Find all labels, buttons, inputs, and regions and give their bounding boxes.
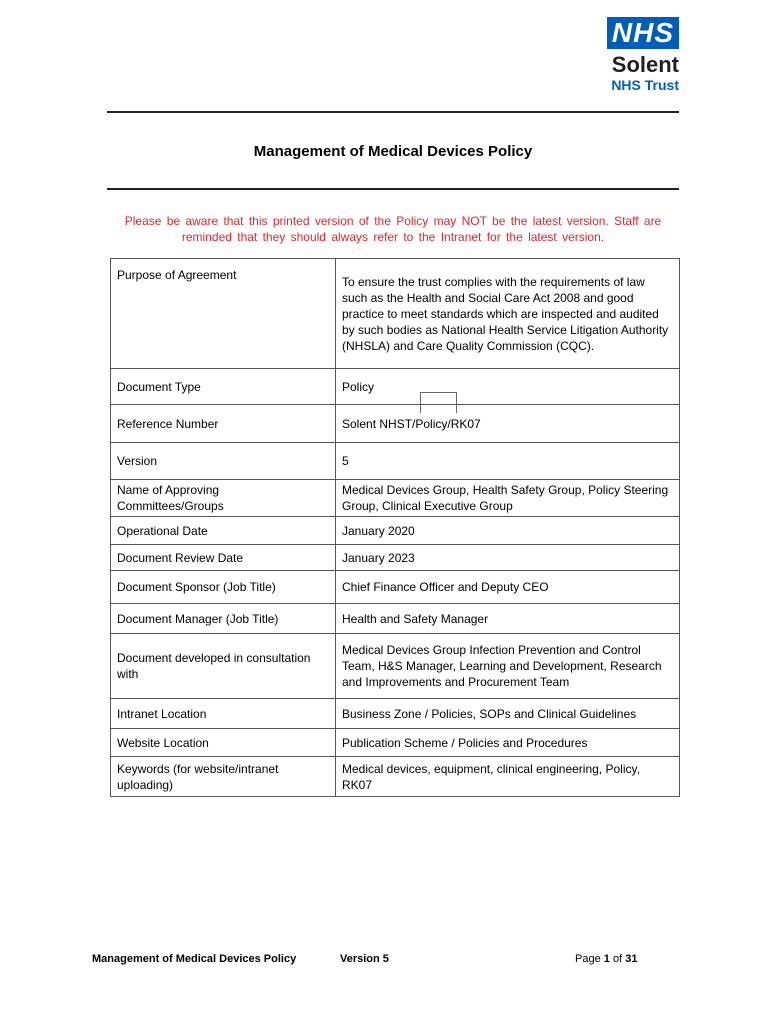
row-label: Name of Approving Committees/Groups <box>111 480 336 517</box>
row-label: Reference Number <box>111 405 336 443</box>
footer-page-word: Page <box>575 953 601 965</box>
nhs-solent-logo <box>589 17 679 93</box>
table-row <box>111 729 680 757</box>
row-label: Document Review Date <box>111 545 336 571</box>
row-label: Document Manager (Job Title) <box>111 604 336 634</box>
row-value: Policy <box>336 369 680 405</box>
logo-org-name: Solent <box>611 52 679 77</box>
footer-page-total: 31 <box>625 953 638 965</box>
row-label: Purpose of Agreement <box>111 259 336 369</box>
row-value: Medical devices, equipment, clinical engineering, Policy, RK07 <box>336 757 680 797</box>
footer-page-current: 1 <box>603 953 610 965</box>
row-label: Keywords (for website/intranet uploading) <box>111 757 336 797</box>
row-value: Publication Scheme / Policies and Procedures <box>336 729 680 757</box>
table-row <box>111 405 680 443</box>
logo-trust-name: NHS Trust <box>611 77 679 93</box>
nhs-badge: NHS <box>607 17 679 49</box>
title-divider <box>107 188 679 190</box>
table-row <box>111 571 680 604</box>
table-row <box>111 634 680 699</box>
footer-title: Management of Medical Devices Policy <box>92 953 297 965</box>
row-label: Document Sponsor (Job Title) <box>111 571 336 604</box>
table-row <box>111 517 680 545</box>
table-row <box>111 699 680 729</box>
row-value: Health and Safety Manager <box>336 604 680 634</box>
document-title: Management of Medical Devices Policy <box>253 143 533 160</box>
table-row <box>111 443 680 480</box>
table-row <box>111 480 680 517</box>
row-label: Intranet Location <box>111 699 336 729</box>
text-cursor-box <box>420 392 457 413</box>
table-row <box>111 604 680 634</box>
table-row <box>111 545 680 571</box>
row-value: Business Zone / Policies, SOPs and Clinical Guidelines <box>336 699 680 729</box>
version-warning: Please be aware that this printed version of the Policy may NOT be the latest version. Staff are reminded that they should always refer to the Intranet for the latest version. <box>124 214 662 244</box>
row-value: January 2020 <box>336 517 680 545</box>
table-row <box>111 757 680 797</box>
top-divider <box>107 111 679 113</box>
footer-page-of: of <box>612 953 623 965</box>
row-value: To ensure the trust complies with the requirements of law such as the Health and Social Care Act 2008 and good practice to meet standards which are inspected and audited by such bodies as National Health Service Litigation Authority (NHSLA) and Care Quality Commission (CQC). <box>336 259 680 369</box>
row-value: 5 <box>336 443 680 480</box>
row-value: Medical Devices Group Infection Prevention and Control Team, H&S Manager, Learning and Development, Research and Improvements and Procurement Team <box>336 634 680 699</box>
footer-version: Version 5 <box>340 953 389 965</box>
row-value: Chief Finance Officer and Deputy CEO <box>336 571 680 604</box>
footer-page-number <box>575 953 637 965</box>
row-value: January 2023 <box>336 545 680 571</box>
row-value: Medical Devices Group, Health Safety Group, Policy Steering Group, Clinical Executive Group <box>336 480 680 517</box>
row-label: Operational Date <box>111 517 336 545</box>
row-value: Solent NHST/Policy/RK07 <box>336 405 680 443</box>
table-row <box>111 369 680 405</box>
row-label: Document Type <box>111 369 336 405</box>
row-label: Document developed in consultation with <box>111 634 336 699</box>
row-label: Website Location <box>111 729 336 757</box>
table-row <box>111 259 680 369</box>
row-label: Version <box>111 443 336 480</box>
policy-info-table <box>110 258 680 797</box>
